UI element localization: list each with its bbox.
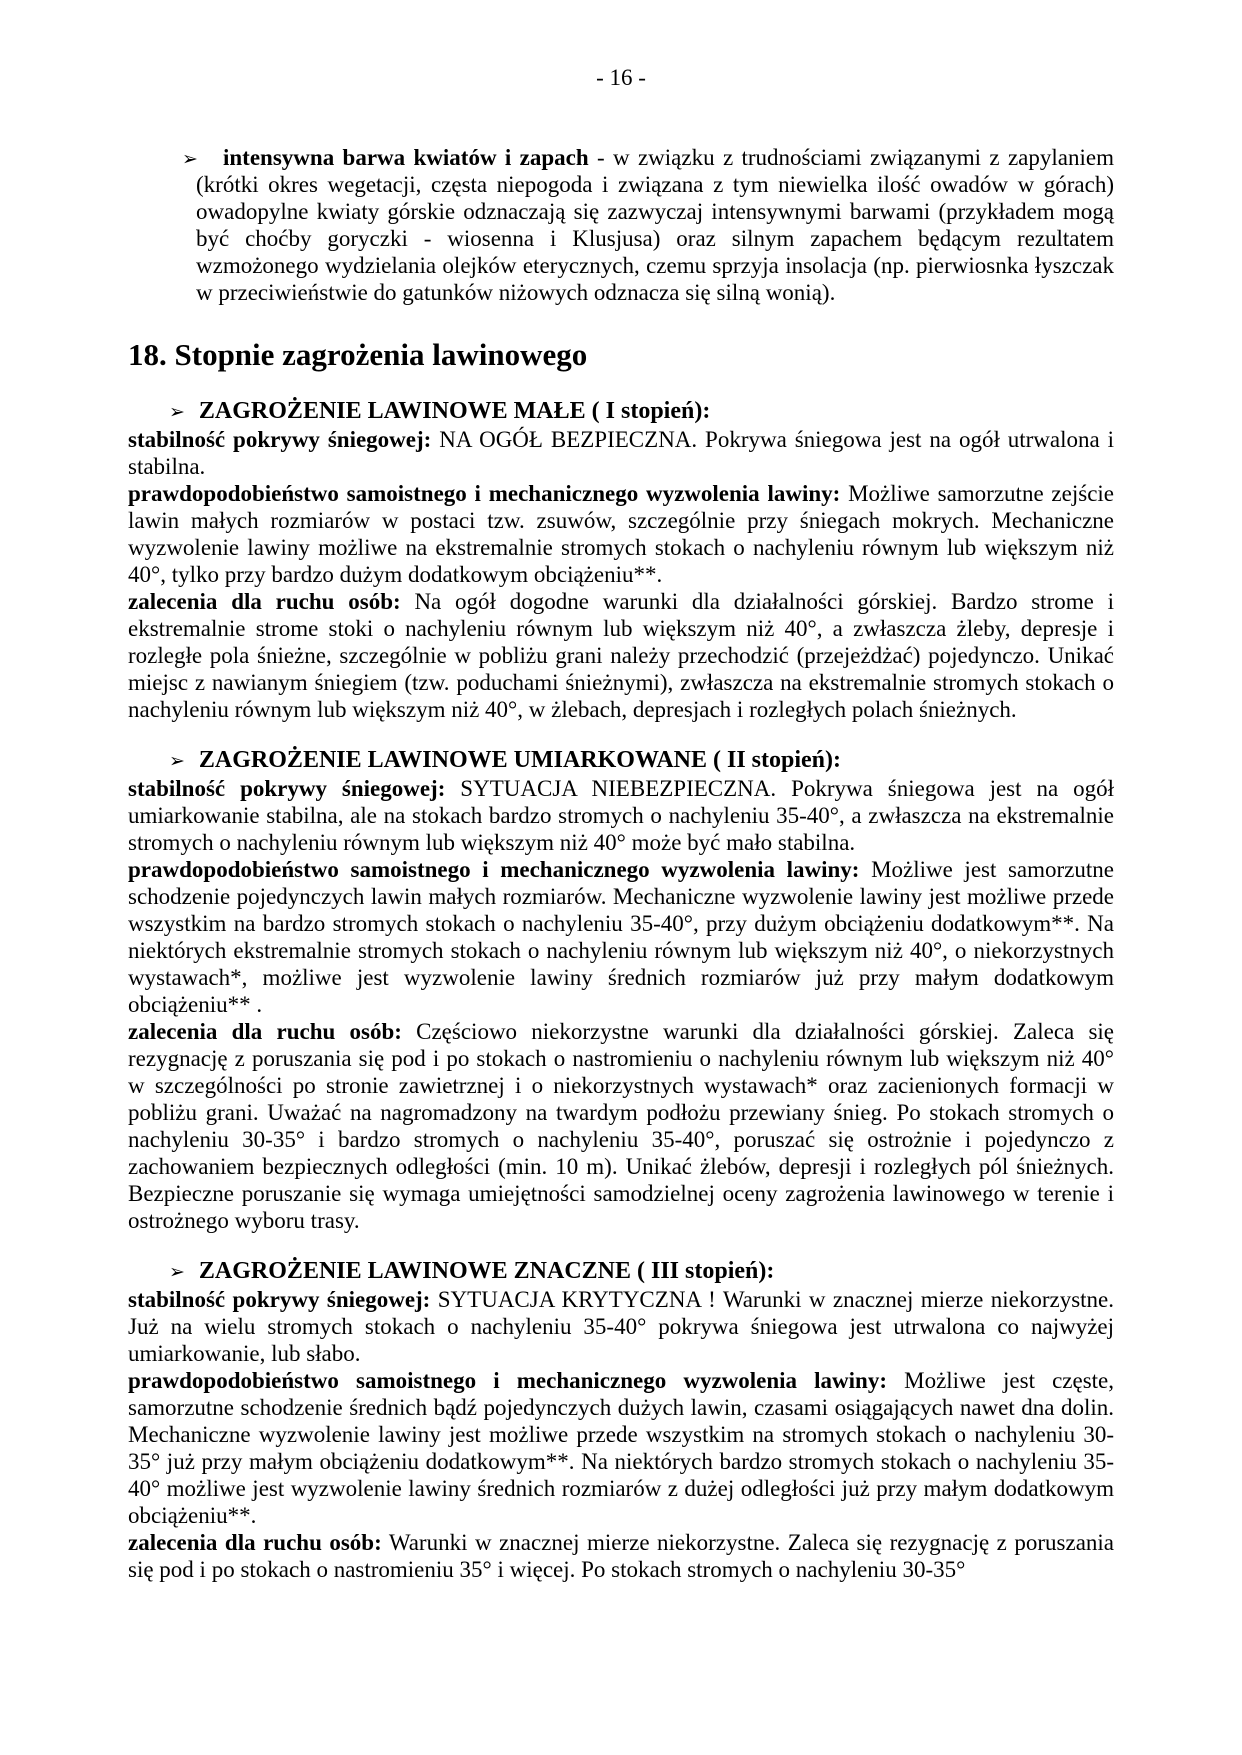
paragraph-release-probability [128, 856, 1114, 1018]
paragraph-travel-advice [128, 588, 1114, 723]
arrow-bullet-icon: ➢ [169, 750, 185, 772]
paragraph-label: zalecenia dla ruchu osób: [128, 1019, 402, 1044]
paragraph-snow-stability [128, 426, 1114, 480]
paragraph-travel-advice [128, 1018, 1114, 1234]
chapter-heading: 18. Stopnie zagrożenia lawinowego [128, 337, 588, 372]
arrow-bullet-icon: ➢ [169, 1261, 185, 1283]
paragraph-snow-stability [128, 1286, 1114, 1367]
paragraph-label: prawdopodobieństwo samoistnego i mechanicznego wyzwolenia lawiny: [128, 857, 860, 882]
paragraph-label: stabilność pokrywy śniegowej: [128, 776, 446, 801]
paragraph-text: Częściowo niekorzystne warunki dla działalności górskiej. Zaleca się rezygnację z poruszania się pod i po stokach o nastromieniu o nachyleniu równym lub większym niż 40° w szczególności po stronie zawietrznej i o niekorzystnych wystawach* oraz zacienionych formacji w pobliżu grani. Uważać na nagromadzony na twardym podłożu przewiany śnieg. Po stokach stromych o nachyleniu 30-35° i bardzo stromych o nachyleniu 35-40°, poruszać się ostrożnie i pojedynczo z zachowaniem bezpiecznych odległości (min. 10 m). Unikać żlebów, depresji i rozległych pól śnieżnych. Bezpieczne poruszanie się wymaga umiejętności samodzielnej oceny zagrożenia lawinowego w terenie i ostrożnego wyboru trasy. [128, 1019, 1115, 1233]
paragraph-text: NA OGÓŁ BEZPIECZNA. Pokrywa śniegowa jest na ogół utrwalona i stabilna. [128, 427, 1114, 479]
paragraph-label: stabilność pokrywy śniegowej: [128, 1287, 431, 1312]
section-title [169, 1258, 1114, 1286]
paragraph-text: Na ogół dogodne warunki dla działalności górskiej. Bardzo strome i ekstremalnie strome stoki o nachyleniu równym lub większym niż 40°, a zwłaszcza żleby, depresje i rozległe pola śnieżne, szczególnie w pobliżu grani należy przechodzić (przejeżdżać) pojedynczo. Unikać miejsc z nawianym śniegiem (tzw. poduchami śnieżnymi), zwłaszcza na ekstremalnie stromych stokach o nachyleniu równym lub większym niż 40°, w żlebach, depresjach i rozległych polach śnieżnych. [128, 589, 1115, 722]
paragraph-text: SYTUACJA NIEBEZPIECZNA. Pokrywa śniegowa jest na ogół umiarkowanie stabilna, ale na stokach bardzo stromych o nachyleniu 35-40°, a zwłaszcza na ekstremalnie stromych o nachyleniu równym lub większym niż 40° może być mało stabilna. [128, 776, 1114, 855]
paragraph-release-probability [128, 480, 1114, 588]
paragraph-travel-advice [128, 1529, 1114, 1583]
paragraph-snow-stability [128, 775, 1114, 856]
arrow-bullet-icon: ➢ [169, 401, 185, 423]
intro-bullet-lead: intensywna barwa kwiatów i zapach [223, 145, 589, 170]
section-title-text: ZAGROŻENIE LAWINOWE ZNACZNE ( III stopień): [198, 1258, 775, 1284]
section-danger-level-2 [128, 747, 1114, 1234]
section-title [169, 398, 1114, 426]
page-number: - 16 - [596, 65, 646, 90]
section-title-text: ZAGROŻENIE LAWINOWE MAŁE ( I stopień): [198, 398, 711, 424]
paragraph-release-probability [128, 1367, 1114, 1529]
arrow-bullet-icon: ➢ [182, 148, 198, 170]
section-danger-level-3 [128, 1258, 1114, 1583]
intro-bullet-paragraph [128, 144, 1114, 306]
paragraph-text: Możliwe jest częste, samorzutne schodzenie średnich bądź pojedynczych dużych lawin, czasami osiągających nawet dna dolin. Mechaniczne wyzwolenie lawiny jest możliwe przede wszystkim na stromych stokach o nachyleniu 30-35° już przy małym obciążeniu dodatkowym**. Na niektórych bardzo stromych stokach o nachyleniu 35-40° możliwe jest wyzwolenie lawiny średnich rozmiarów z dużej odległości już przy małym dodatkowym obciążeniu**. [128, 1368, 1115, 1528]
paragraph-label: prawdopodobieństwo samoistnego i mechanicznego wyzwolenia lawiny: [128, 1368, 888, 1393]
paragraph-label: prawdopodobieństwo samoistnego i mechanicznego wyzwolenia lawiny: [128, 481, 841, 506]
paragraph-text: Możliwe samorzutne zejście lawin małych rozmiarów w postaci tzw. zsuwów, szczególnie przy śniegach mokrych. Mechaniczne wyzwolenie lawiny możliwe na ekstremalnie stromych stokach o nachyleniu równym lub większym niż 40°, tylko przy bardzo dużym dodatkowym obciążeniu**. [128, 481, 1114, 587]
section-danger-level-1 [128, 398, 1114, 723]
section-title [169, 747, 1114, 775]
paragraph-label: zalecenia dla ruchu osób: [128, 1530, 382, 1555]
paragraph-text: Warunki w znacznej mierze niekorzystne. Zaleca się rezygnację z poruszania się pod i po stokach o nastromieniu 35° i więcej. Po stokach stromych o nachyleniu 30-35° [128, 1530, 1115, 1582]
intro-bullet-text: - w związku z trudnościami związanymi z zapylaniem (krótki okres wegetacji, częsta niepogoda i związana z tym niewielka ilość owadów w górach) owadopylne kwiaty górskie odznaczają się zazwyczaj intensywnymi barwami (przykładem mogą być choćby goryczki - wiosenna i Klusjusa) oraz silnym zapachem będącym rezultatem wzmożonego wydzielania olejków eterycznych, czemu sprzyja insolacja (np. pierwiosnka łyszczak w przeciwieństwie do gatunków niżowych odznacza się silną wonią). [196, 145, 1114, 305]
paragraph-text: SYTUACJA KRYTYCZNA ! Warunki w znacznej mierze niekorzystne. Już na wielu stromych stokach o nachyleniu 35-40° pokrywa śniegowa jest utrwalona co najwyżej umiarkowanie, lub słabo. [128, 1287, 1114, 1366]
paragraph-label: zalecenia dla ruchu osób: [128, 589, 401, 614]
paragraph-label: stabilność pokrywy śniegowej: [128, 427, 432, 452]
paragraph-text: Możliwe jest samorzutne schodzenie pojedynczych lawin małych rozmiarów. Mechaniczne wyzwolenie lawiny jest możliwe przede wszystkim na bardzo stromych stokach o nachyleniu 35-40°, przy dużym obciążeniu dodatkowym**. Na niektórych ekstremalnie stromych stokach o nachyleniu równym lub większym niż 40°, o niekorzystnych wystawach*, możliwe jest wyzwolenie lawiny średnich rozmiarów już przy małym dodatkowym obciążeniu** . [128, 857, 1114, 1017]
section-title-text: ZAGROŻENIE LAWINOWE UMIARKOWANE ( II stopień): [198, 747, 841, 773]
